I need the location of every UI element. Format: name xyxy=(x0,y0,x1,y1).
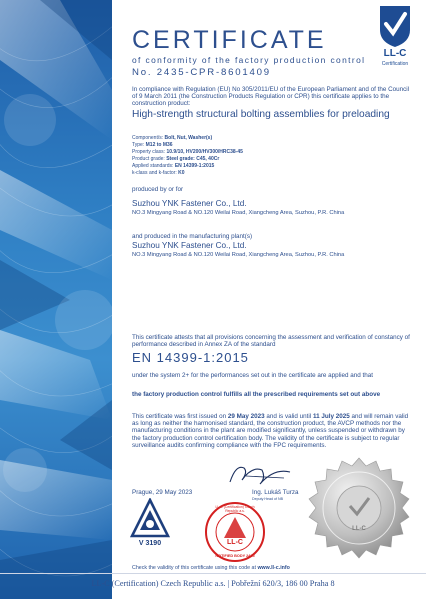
plant-address: NO.3 Mingyang Road & NO.120 Weilai Road, Xiangcheng Area, Suzhou, P.R. China xyxy=(132,252,345,258)
logo-text: LL-C xyxy=(383,48,407,59)
producer-intro: produced by or for xyxy=(132,186,184,193)
certificate-title: CERTIFICATE xyxy=(132,26,327,54)
certificate-content xyxy=(130,0,420,599)
stamp-center-text: LL-C xyxy=(227,539,243,546)
accreditation-number: V 3190 xyxy=(138,540,162,547)
spec-line: k-class and k-factor: K0 xyxy=(132,169,185,176)
signatory-name: Ing. Lukáš Turza xyxy=(252,489,299,496)
seal-text: LL-C xyxy=(352,526,366,532)
attestation-text: This certificate attests that all provisions concerning the assessment and verification of constancy of performance described in Annex ZA of the standard xyxy=(132,334,410,349)
accreditation-mark xyxy=(130,498,170,554)
producer-address: NO.3 Mingyang Road & NO.120 Weilai Road, Xiangcheng Area, Suzhou, P.R. China xyxy=(132,210,345,216)
decorative-left-band xyxy=(0,0,112,599)
spec-line: Applied standards: EN 14399-1:2015 xyxy=(132,162,215,169)
certificate-subtitle: of conformity of the factory production control xyxy=(132,55,366,65)
validity-text: This certificate was first issued on 29 May 2023 and is valid until 11 July 2025 and will remain valid as long as neither the harmonised standard, the construction product, the AVCP methods nor the manufacturing conditions in the plant are modified significantly, unless suspended or withdrawn by the factory production control certification body. The validity of the certificate is subject to regular surveillance audits confirming compliance with the FPC requirements. xyxy=(132,413,409,449)
signatory-role: Deputy Head of NB xyxy=(252,497,283,501)
llc-logo xyxy=(378,4,412,70)
footer-address: LL-C (Certification) Czech Republic a.s. | Pobřežní 620/3, 186 00 Praha 8 xyxy=(91,579,335,588)
plant-intro: and produced in the manufacturing plant(s) xyxy=(132,233,253,240)
notified-body-stamp xyxy=(204,501,266,563)
signature-image xyxy=(226,458,296,490)
logo-subtext: Certification xyxy=(381,61,409,67)
seal-icon xyxy=(306,456,412,562)
standard-reference: EN 14399-1:2015 xyxy=(132,350,249,365)
spec-line: Product grade: Steel grade: C45, 40Cr xyxy=(132,155,220,162)
stamp-bottom-text: NOTIFIED BODY 2435 xyxy=(215,554,255,558)
place-date: Prague, 29 May 2023 xyxy=(132,489,193,496)
fpc-statement: the factory production control fulfills all the prescribed requirements set out above xyxy=(132,391,381,398)
spec-line: Type: M12 to M36 xyxy=(132,141,173,148)
producer-name: Suzhou YNK Fastener Co., Ltd. xyxy=(132,199,247,208)
shield-icon xyxy=(378,4,412,48)
system-text: under the system 2+ for the performances set out in the certificate are applied and that xyxy=(132,372,373,379)
validity-check-line: Check the validity of this certificate using this code at www.ll-c.info xyxy=(132,565,290,571)
spec-line: Component/s: Bolt, Nut, Washer(s) xyxy=(132,135,213,141)
certificate-number: No. 2435-CPR-8601409 xyxy=(132,67,271,78)
spec-line: Property class: 10.9/10, HV200/HV300/HRC38-45 xyxy=(132,148,243,155)
regulation-intro: In compliance with Regulation (EU) No 305/2011/EU of the European Parliament and of the Council of 9 March 2011 (the Construction Products Regulation or CPR) this certificate applies to the construction product: xyxy=(132,86,410,108)
product-specs xyxy=(132,135,412,176)
embossed-seal xyxy=(306,456,412,562)
product-name: High-strength structural bolting assemblies for preloading xyxy=(132,109,390,120)
stamp-top-text: LL-C (Certification) Czech Republic a.s. xyxy=(215,505,255,513)
verification-link[interactable]: www.ll-c.info xyxy=(257,565,290,571)
footer-divider xyxy=(0,573,426,574)
plant-name: Suzhou YNK Fastener Co., Ltd. xyxy=(132,241,247,250)
triangle-accreditation-icon xyxy=(130,498,170,540)
